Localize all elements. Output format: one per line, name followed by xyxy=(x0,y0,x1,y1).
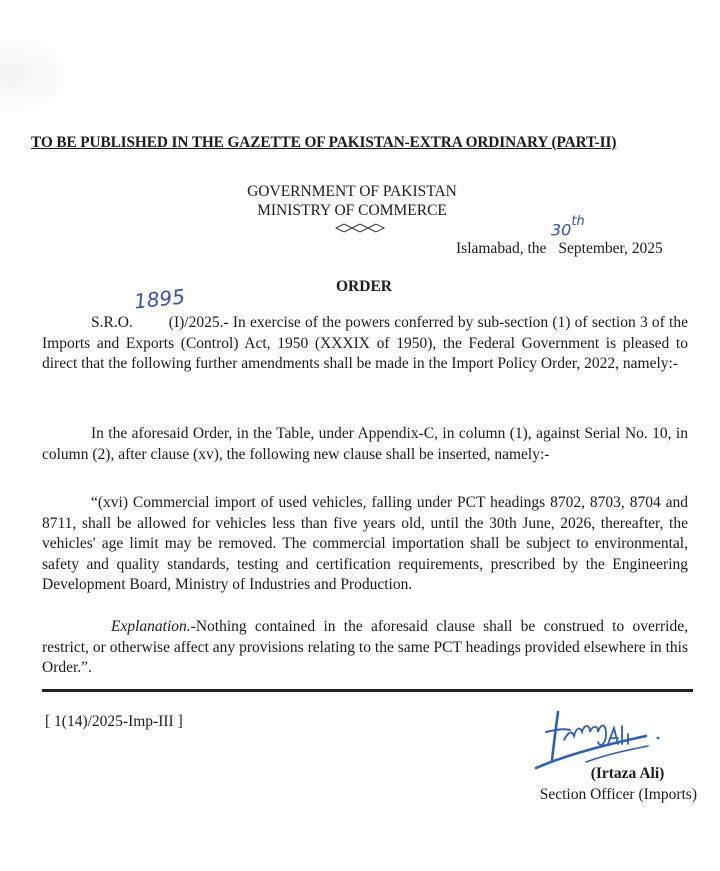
explanation-label: Explanation. xyxy=(111,618,191,635)
diamond-ornament-icon xyxy=(335,223,387,233)
handwritten-day-suffix: th xyxy=(571,214,585,229)
file-reference: [ 1(14)/2025-Imp-III ] xyxy=(45,713,183,730)
horizontal-divider xyxy=(42,689,693,692)
new-clause-text: “(xvi) Commercial import of used vehicles, falling under PCT headings 8702, 8703, 8704 and 8711, shall be allowed for vehicles less than five years old, until the 30th June, 2026, thereafter, the vehicles' age limit may be removed. The commercial importation shall be subject to environmental, safety and quality standards, testing and certification requirements, prescribed by the Engineering Development Board, Ministry of Industries and Production. xyxy=(42,494,688,593)
handwritten-day xyxy=(551,214,585,240)
gazette-notice: TO BE PUBLISHED IN THE GAZETTE OF PAKISTAN-EXTRA ORDINARY (PART-II) xyxy=(31,134,617,151)
government-heading: GOVERNMENT OF PAKISTAN xyxy=(247,183,457,200)
place-and-date xyxy=(456,240,663,258)
signatory-name: (Irtaza Ali) xyxy=(590,765,665,782)
preamble-paragraph xyxy=(42,313,688,375)
place: Islamabad, the xyxy=(456,240,547,257)
ministry-heading: MINISTRY OF COMMERCE xyxy=(257,202,447,219)
date: September, 2025 xyxy=(558,240,663,257)
signatory-designation: Section Officer (Imports) xyxy=(539,786,697,803)
amendment-intro-paragraph xyxy=(42,424,688,465)
handwritten-sro-number: 1895 xyxy=(132,284,187,314)
explanation-paragraph xyxy=(42,617,688,679)
handwritten-day-number: 30 xyxy=(551,220,572,240)
new-clause-paragraph xyxy=(42,493,688,596)
order-title: ORDER xyxy=(336,278,392,295)
preamble-text: (I)/2025.- In exercise of the powers conferred by sub-section (1) of section 3 of the Imports and Exports (Control) Act, 1950 (XXXIX of 1950), the Federal Government is pleased to direct that the following further amendments shall be made in the Import Policy Order, 2022, namely:- xyxy=(42,314,688,372)
sro-label: S.R.O. xyxy=(91,314,133,331)
explanation-text: -Nothing contained in the aforesaid clause shall be construed to override, restrict, or otherwise affect any provisions relating to the same PCT headings provided elsewhere in this Order.”. xyxy=(42,618,688,676)
scan-smudge xyxy=(0,40,65,110)
amendment-intro-text: In the aforesaid Order, in the Table, under Appendix-C, in column (1), against Serial No. 10, in column (2), after clause (xv), the following new clause shall be inserted, namely:- xyxy=(42,425,688,463)
